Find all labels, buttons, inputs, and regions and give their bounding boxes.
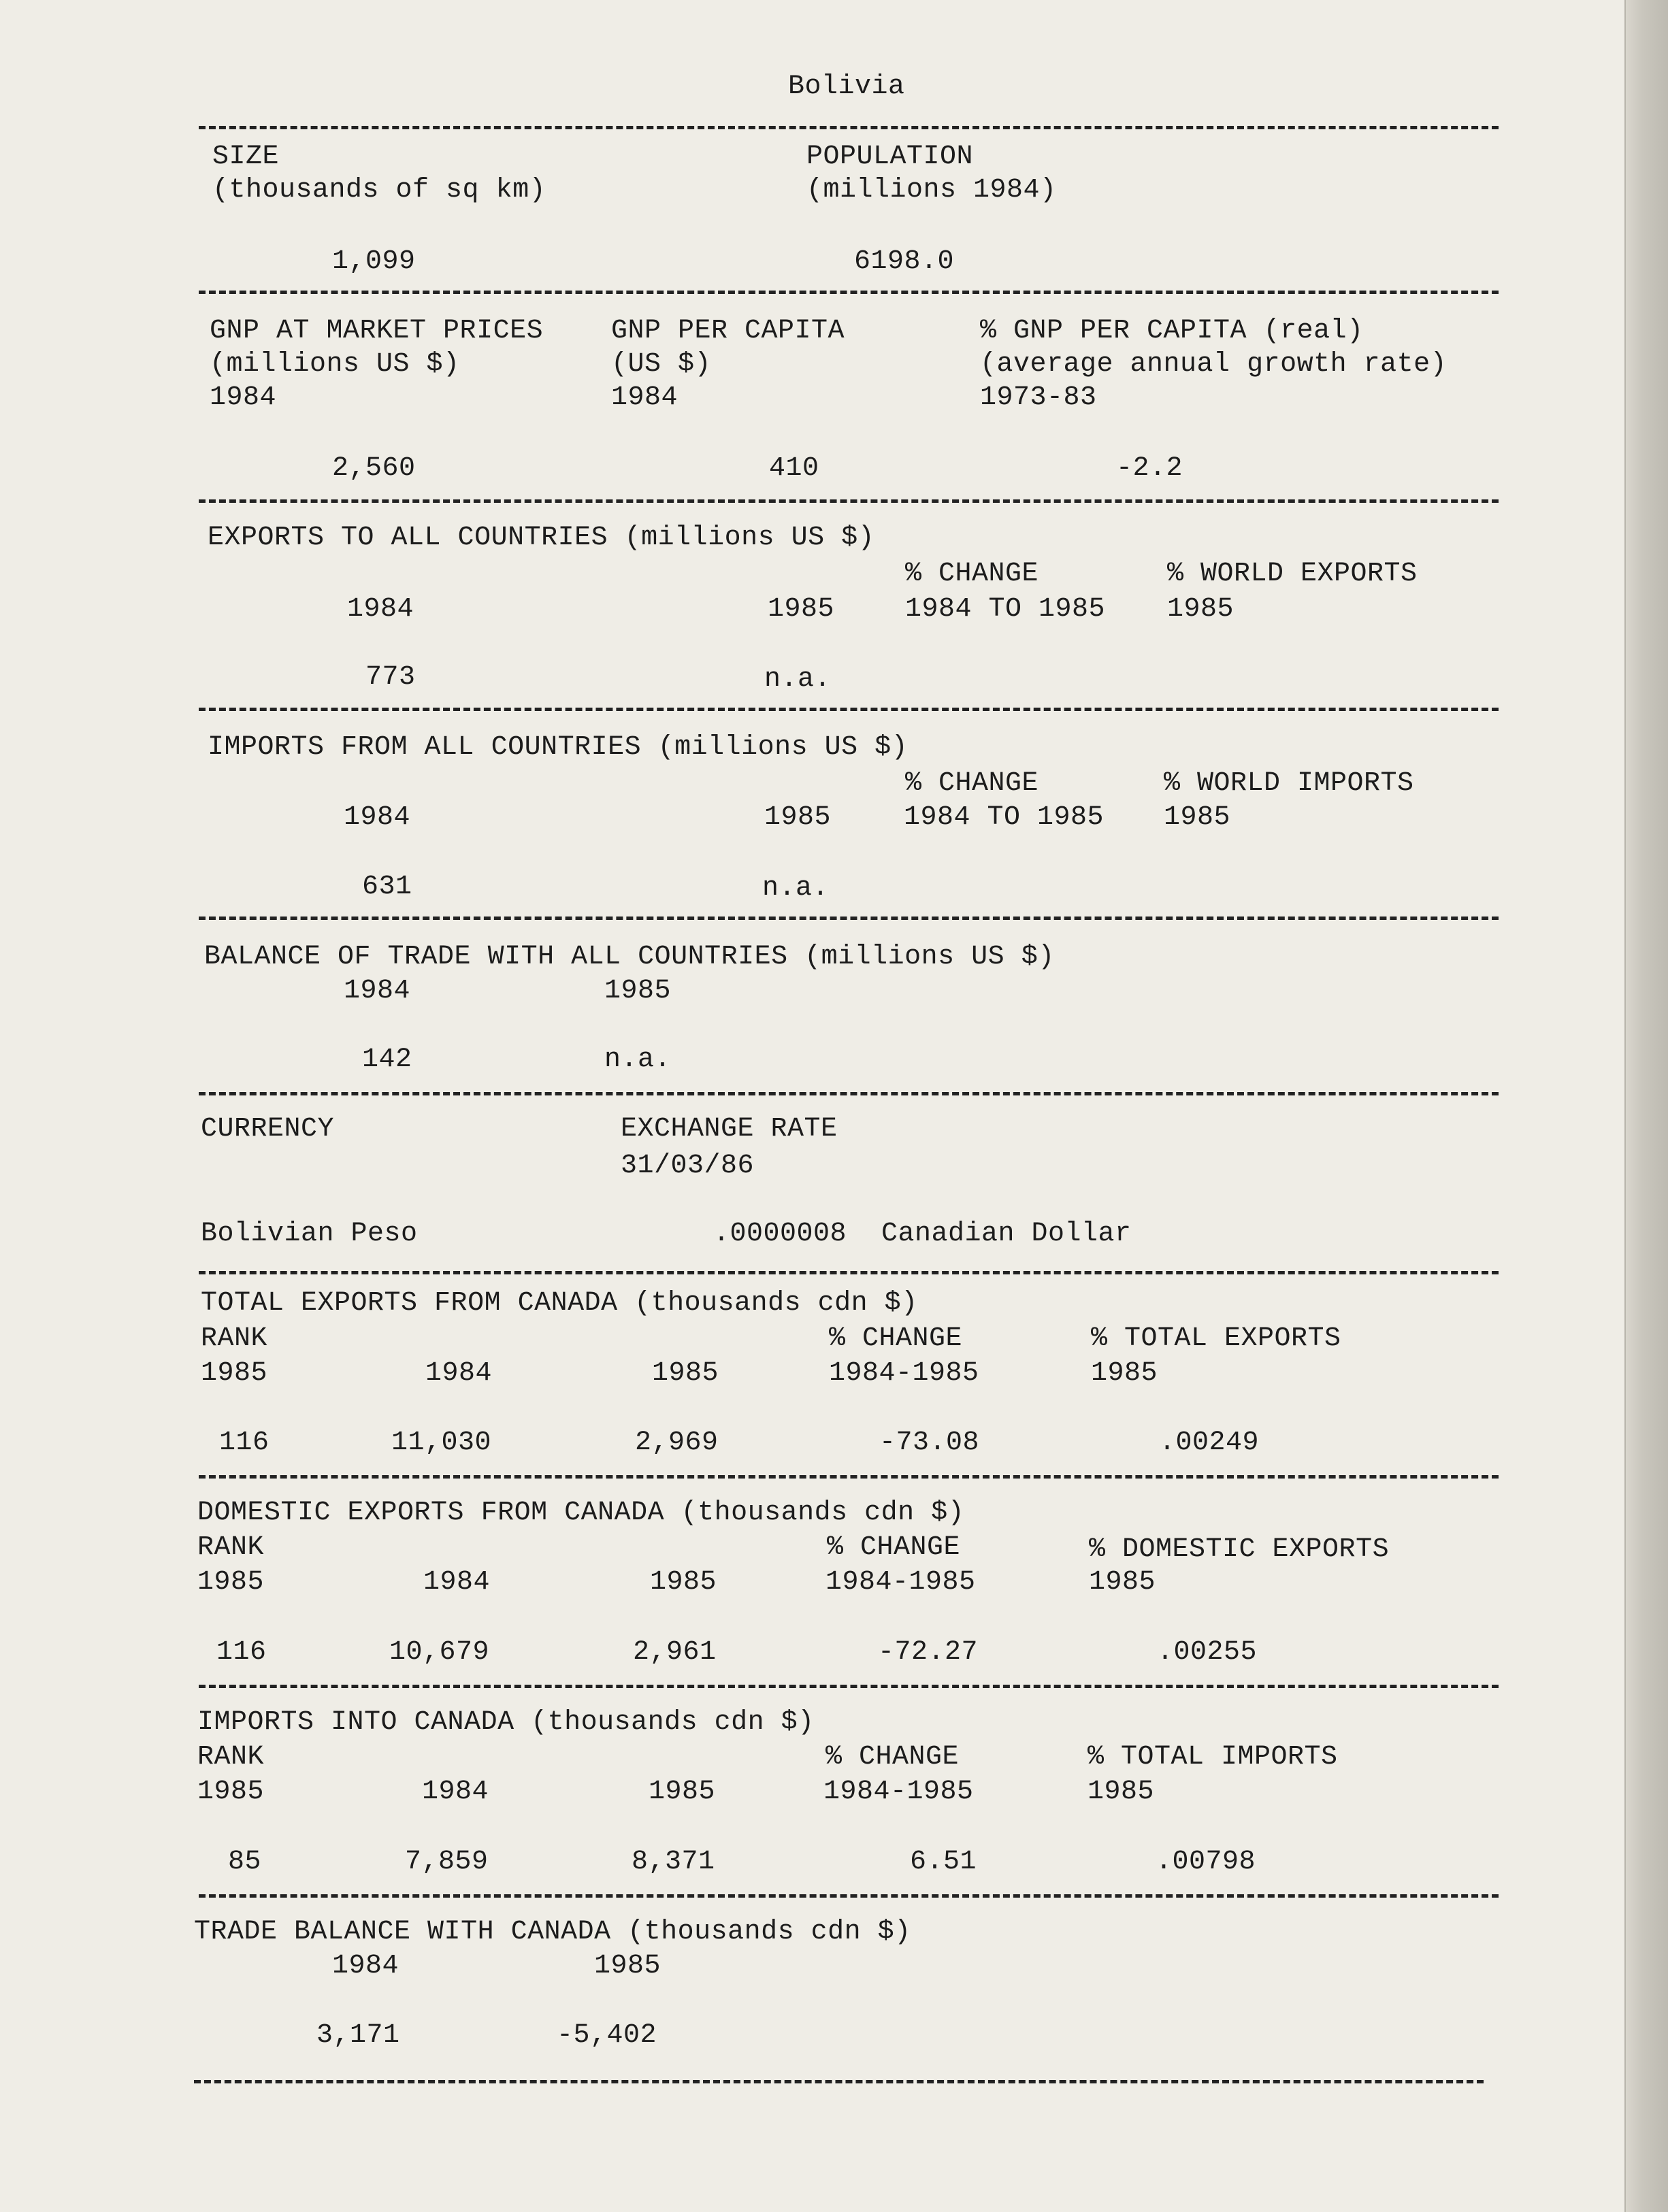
total-exports-change: -73.08	[879, 1427, 980, 1458]
imports-canada-title: IMPORTS INTO CANADA (thousands cdn $)	[197, 1707, 815, 1738]
imports-canada-value-1985: 8,371	[632, 1847, 715, 1877]
exchange-rate-currency: Canadian Dollar	[881, 1219, 1132, 1249]
divider	[199, 499, 1499, 503]
imports-canada-rank-year: 1985	[197, 1777, 265, 1807]
exchange-rate-value: .0000008	[713, 1219, 847, 1249]
divider	[194, 2080, 1484, 2083]
total-exports-change-header: % CHANGE	[829, 1323, 963, 1354]
gnp-growth-label: % GNP PER CAPITA (real)	[980, 316, 1364, 346]
balance-all-year-1985: 1985	[604, 976, 672, 1006]
trade-balance-canada-value-1984: 3,171	[316, 2020, 400, 2051]
exports-all-world-header: % WORLD EXPORTS	[1167, 559, 1418, 589]
total-exports-value-1985: 2,969	[635, 1427, 719, 1458]
population-unit: (millions 1984)	[806, 175, 1057, 205]
total-exports-rank: 116	[219, 1427, 269, 1458]
gnp-value: 2,560	[332, 453, 416, 484]
gnp-year: 1984	[210, 382, 277, 413]
total-exports-year-1984: 1984	[425, 1358, 493, 1389]
domestic-exports-value-1984: 10,679	[389, 1637, 490, 1668]
imports-all-change-header: % CHANGE	[905, 768, 1039, 799]
divider	[199, 708, 1499, 711]
total-exports-value-1984: 11,030	[391, 1427, 492, 1458]
exports-all-world-year: 1985	[1167, 594, 1234, 625]
gnp-unit: (millions US $)	[210, 349, 460, 380]
exports-all-year-1984: 1984	[347, 594, 414, 625]
total-exports-year-1985: 1985	[652, 1358, 719, 1389]
domestic-exports-rank: 116	[216, 1637, 267, 1668]
domestic-exports-share: .00255	[1157, 1637, 1258, 1668]
imports-canada-rank-label: RANK	[197, 1742, 265, 1772]
balance-all-title: BALANCE OF TRADE WITH ALL COUNTRIES (millions US $)	[204, 942, 1055, 972]
gnp-growth-value: -2.2	[1116, 453, 1183, 484]
exports-all-value-1985: n.a.	[764, 664, 832, 695]
currency-label: CURRENCY	[201, 1114, 335, 1144]
domestic-exports-change: -72.27	[878, 1637, 979, 1668]
gnp-label: GNP AT MARKET PRICES	[210, 316, 544, 346]
page-title: Bolivia	[788, 71, 905, 102]
imports-all-year-1984: 1984	[344, 802, 411, 833]
divider	[199, 917, 1499, 920]
page-edge-shadow	[1624, 0, 1668, 2212]
exports-all-change-period: 1984 TO 1985	[905, 594, 1106, 625]
domestic-exports-change-header: % CHANGE	[827, 1532, 961, 1563]
imports-all-world-year: 1985	[1164, 802, 1231, 833]
divider	[199, 126, 1499, 129]
imports-all-value-1985: n.a.	[762, 873, 830, 904]
exchange-rate-date: 31/03/86	[621, 1151, 755, 1181]
population-label: POPULATION	[806, 142, 974, 172]
imports-canada-change-header: % CHANGE	[825, 1742, 960, 1772]
imports-canada-share: .00798	[1156, 1847, 1256, 1877]
total-exports-rank-label: RANK	[201, 1323, 268, 1354]
imports-canada-year-1985: 1985	[649, 1777, 716, 1807]
size-unit: (thousands of sq km)	[212, 175, 546, 205]
imports-canada-change-period: 1984-1985	[823, 1777, 974, 1807]
exports-all-year-1985: 1985	[768, 594, 835, 625]
gnp-per-capita-label: GNP PER CAPITA	[611, 316, 845, 346]
divider	[199, 1092, 1499, 1095]
exports-all-change-header: % CHANGE	[905, 559, 1039, 589]
imports-canada-value-1984: 7,859	[405, 1847, 489, 1877]
domestic-exports-share-header: % DOMESTIC EXPORTS	[1089, 1534, 1390, 1565]
total-exports-share: .00249	[1159, 1427, 1260, 1458]
balance-all-value-1984: 142	[362, 1044, 412, 1075]
imports-canada-rank: 85	[228, 1847, 262, 1877]
trade-balance-canada-year-1984: 1984	[332, 1951, 399, 1981]
imports-canada-year-1984: 1984	[422, 1777, 489, 1807]
total-exports-rank-year: 1985	[201, 1358, 268, 1389]
domestic-exports-rank-year: 1985	[197, 1567, 265, 1598]
divider	[199, 1685, 1499, 1688]
currency-name: Bolivian Peso	[201, 1219, 418, 1249]
gnp-per-capita-unit: (US $)	[611, 349, 712, 380]
population-value: 6198.0	[854, 246, 955, 277]
divider	[199, 1475, 1499, 1479]
trade-balance-canada-value-1985: -5,402	[557, 2020, 657, 2051]
imports-all-change-period: 1984 TO 1985	[904, 802, 1105, 833]
domestic-exports-value-1985: 2,961	[633, 1637, 717, 1668]
balance-all-year-1984: 1984	[344, 976, 411, 1006]
total-exports-share-header: % TOTAL EXPORTS	[1091, 1323, 1341, 1354]
domestic-exports-share-year: 1985	[1089, 1567, 1156, 1598]
divider	[199, 1894, 1499, 1898]
gnp-growth-unit: (average annual growth rate)	[980, 349, 1448, 380]
gnp-per-capita-year: 1984	[611, 382, 678, 413]
trade-balance-canada-year-1985: 1985	[594, 1951, 661, 1981]
exports-all-value-1984: 773	[365, 662, 416, 693]
size-value: 1,099	[332, 246, 416, 277]
imports-all-title: IMPORTS FROM ALL COUNTRIES (millions US $)	[208, 732, 909, 763]
exchange-rate-label: EXCHANGE RATE	[621, 1114, 838, 1144]
domestic-exports-year-1984: 1984	[423, 1567, 491, 1598]
exports-all-title: EXPORTS TO ALL COUNTRIES (millions US $)	[208, 523, 875, 553]
domestic-exports-change-period: 1984-1985	[825, 1567, 976, 1598]
size-label: SIZE	[212, 142, 280, 172]
total-exports-share-year: 1985	[1091, 1358, 1158, 1389]
balance-all-value-1985: n.a.	[604, 1044, 672, 1075]
gnp-per-capita-value: 410	[769, 453, 819, 484]
total-exports-change-period: 1984-1985	[829, 1358, 979, 1389]
gnp-growth-period: 1973-83	[980, 382, 1097, 413]
total-exports-title: TOTAL EXPORTS FROM CANADA (thousands cdn $)	[201, 1288, 918, 1319]
trade-balance-canada-title: TRADE BALANCE WITH CANADA (thousands cdn $)	[194, 1917, 911, 1947]
imports-canada-change: 6.51	[910, 1847, 977, 1877]
imports-all-year-1985: 1985	[764, 802, 832, 833]
imports-all-world-header: % WORLD IMPORTS	[1164, 768, 1414, 799]
imports-all-value-1984: 631	[362, 872, 412, 902]
divider	[199, 291, 1499, 294]
imports-canada-share-year: 1985	[1088, 1777, 1155, 1807]
domestic-exports-rank-label: RANK	[197, 1532, 265, 1563]
imports-canada-share-header: % TOTAL IMPORTS	[1088, 1742, 1338, 1772]
domestic-exports-year-1985: 1985	[650, 1567, 717, 1598]
domestic-exports-title: DOMESTIC EXPORTS FROM CANADA (thousands cdn $)	[197, 1498, 965, 1528]
divider	[199, 1271, 1499, 1274]
